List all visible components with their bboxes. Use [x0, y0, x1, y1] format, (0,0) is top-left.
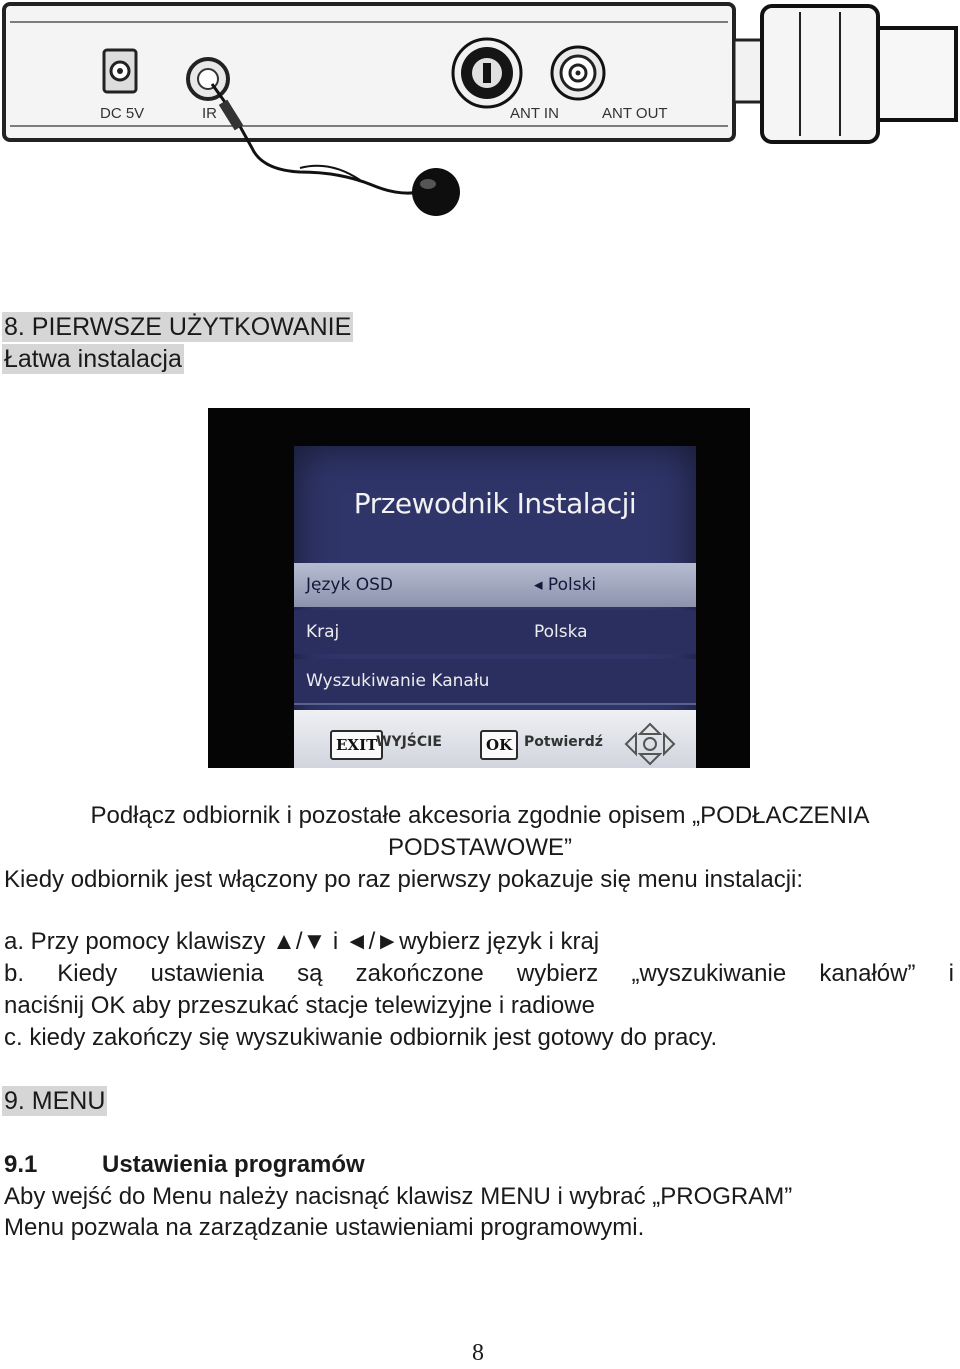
section-8-heading: 8. PIERWSZE UŻYTKOWANIE	[4, 313, 352, 341]
step-c: c. kiedy zakończy się wyszukiwanie odbiornik jest gotowy do pracy.	[4, 1024, 718, 1051]
ok-key-icon: OK	[480, 730, 518, 760]
osd-row-country	[294, 610, 696, 654]
osd-footer	[294, 710, 696, 768]
osd-row-label: Język OSD	[306, 575, 393, 595]
osd-title: Przewodnik Instalacji	[353, 487, 637, 520]
osd-row-value: Polska	[534, 622, 588, 642]
exit-key-icon: EXIT	[330, 730, 383, 760]
osd-row-label: Wyszukiwanie Kanału	[306, 671, 490, 691]
exit-label: WYJŚCIE	[376, 734, 442, 750]
step-b-line-2: naciśnij OK aby przeszukać stacje telewizyjne i radiowe	[4, 992, 595, 1019]
ant-in-connector-icon	[453, 39, 521, 107]
usb-plug-icon	[734, 6, 956, 142]
intro-line-3: Kiedy odbiornik jest włączony po raz pierwszy pokazuje się menu instalacji:	[4, 866, 804, 893]
osd-row-channel-search	[294, 659, 696, 705]
section-9-line-2: Menu pozwala na zarządzanie ustawieniami programowymi.	[4, 1214, 645, 1241]
tv-screen	[294, 446, 696, 768]
dc-label: DC 5V	[100, 105, 145, 122]
section-9-1-heading	[4, 1149, 365, 1181]
osd-row-language	[294, 563, 696, 607]
dc-jack-icon	[104, 50, 136, 92]
navigation-pad-icon	[624, 722, 676, 766]
confirm-label: Potwierdź	[524, 734, 603, 750]
osd-row-label: Kraj	[306, 622, 340, 642]
step-b-line-1: b. Kiedy ustawienia są zakończone wybierz „wyszukiwanie kanałów” i	[4, 960, 954, 987]
device-rear-panel-figure	[0, 0, 960, 230]
ant-out-connector-icon	[552, 47, 604, 99]
osd-row-value: ◂ Polski	[534, 575, 597, 595]
ir-port-icon	[188, 59, 228, 99]
section-9-heading: 9. MENU	[4, 1087, 106, 1115]
ir-label: IR	[202, 105, 217, 122]
ant-in-label: ANT IN	[510, 105, 559, 122]
section-9-1-number: 9.1	[4, 1151, 38, 1178]
page-number: 8	[472, 1340, 484, 1366]
step-a: a. Przy pomocy klawiszy ▲/▼ i ◄/►wybierz język i kraj	[4, 928, 600, 955]
ant-out-label: ANT OUT	[602, 105, 668, 122]
easy-installation-subheading: Łatwa instalacja	[4, 345, 182, 373]
intro-line-2: PODSTAWOWE”	[388, 834, 572, 861]
intro-line-1: Podłącz odbiornik i pozostałe akcesoria zgodnie opisem „PODŁACZENIA	[90, 802, 870, 829]
tv-installation-guide-photo	[208, 408, 750, 768]
section-9-line-1: Aby wejść do Menu należy nacisnąć klawisz MENU i wybrać „PROGRAM”	[4, 1183, 793, 1210]
section-9-1-title: Ustawienia programów	[102, 1151, 365, 1178]
